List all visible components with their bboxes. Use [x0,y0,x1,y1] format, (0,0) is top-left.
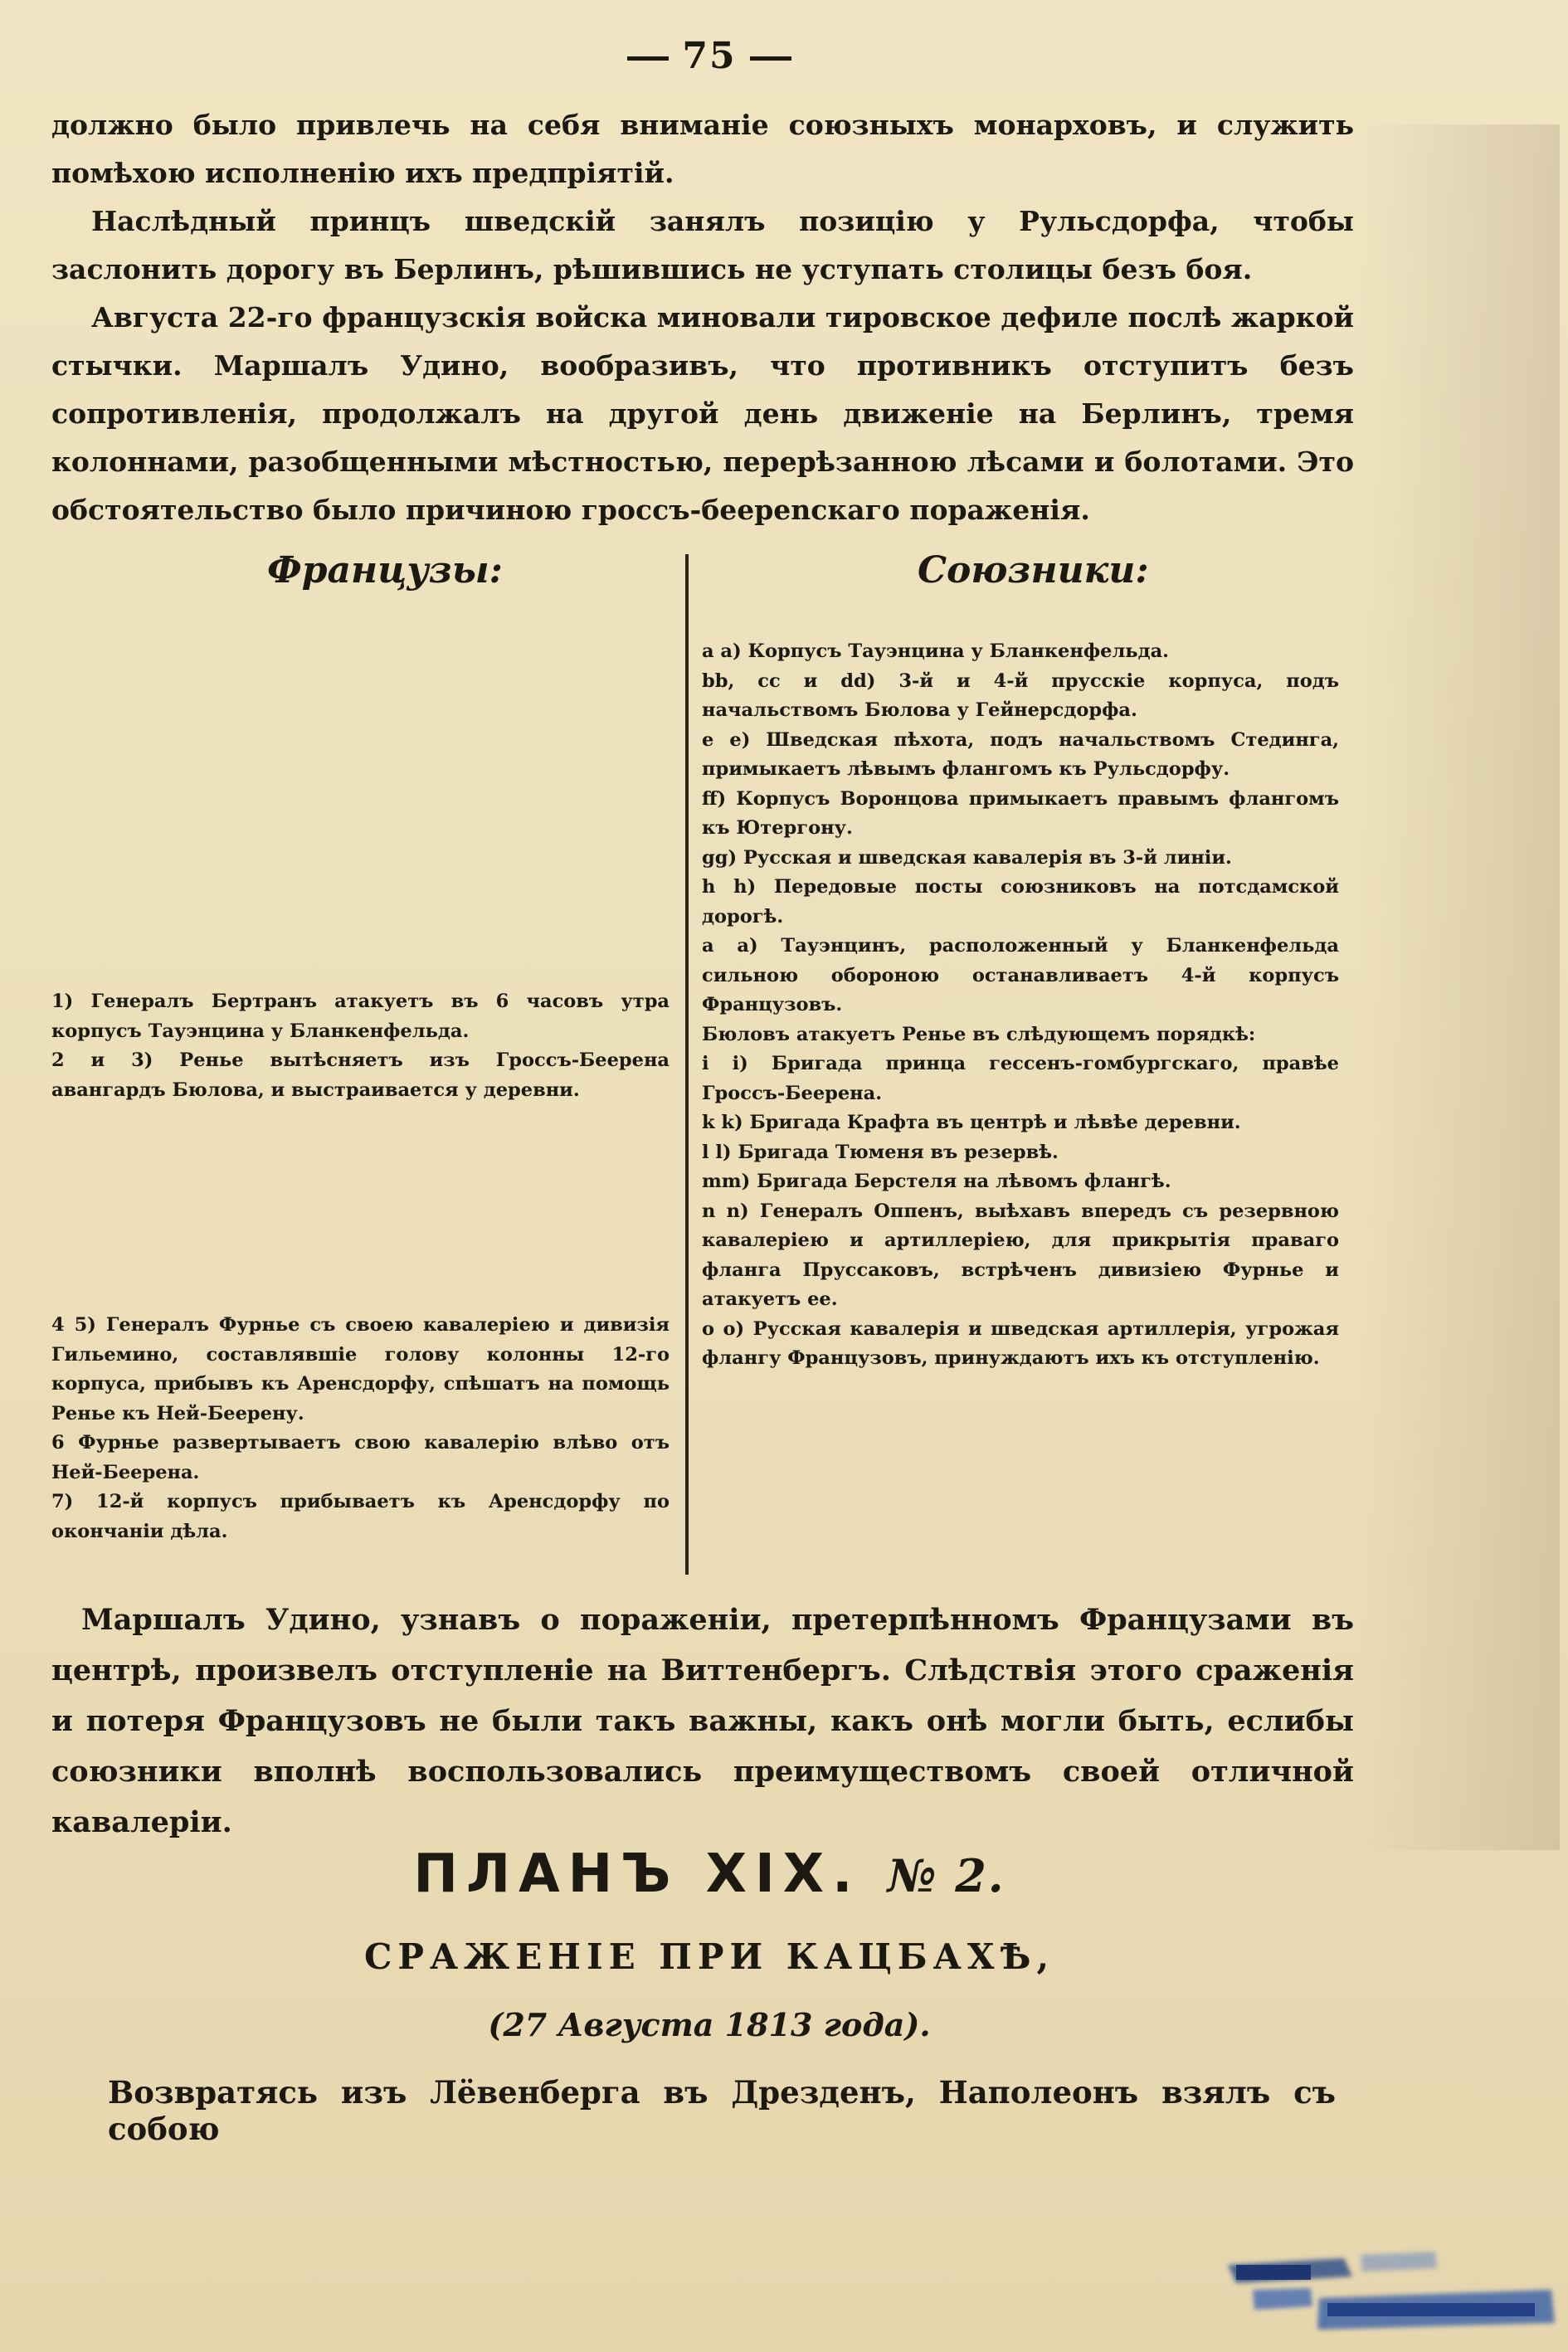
allies-item-6: h h) Передовые посты союзниковъ на потсдамской дорогѣ. [702,876,1339,928]
allies-item-5: gg) Русская и шведская кавалерія въ 3-й линіи. [702,846,1232,869]
page-number-value: 75 [682,35,737,77]
intro-line-2: помѣхою исполненію ихъ предпріятій. [51,157,674,189]
after-columns-text: Маршалъ Удино, узнавъ о пораженіи, претерпѣнномъ Французами въ центрѣ, произвелъ отступленіе на Виттенбергъ. Слѣдствія этого сраженія и потеря Французовъ не были такъ важны, какъ онѣ могли быть, еслибы союзники вполнѣ воспользовались преимуществомъ своей отличной кавалеріи. [51,1603,1354,1839]
paragraph-2 [51,294,1354,534]
intro-line-1: должно было привлечь на себя вниманіе союзныхъ монарховъ, и служить [51,109,1354,141]
allies-item-11: l l) Бригада Тюменя въ резервѣ. [702,1141,1059,1163]
allies-item-2: bb, cc и dd) 3-й и 4-й прусскіе корпуса, подъ начальствомъ Бюлова у Гейнерсдорфа. [702,670,1339,721]
paragraph-1-text: Наслѣдный принцъ шведскій занялъ позицію у Рульсдорфа, чтобы заслонить дорогу въ Берлинъ, рѣшившись не уступать столицы безъ боя. [51,205,1354,285]
plan-number: № 2. [887,1849,1006,1902]
french-column-group-2 [51,1311,670,1546]
allies-item-3: е е) Шведская пѣхота, подъ начальствомъ Стединга, примыкаетъ лѣвымъ флангомъ къ Рульсдорфу. [702,728,1339,780]
battle-date: (27 Августа 1813 года). [488,2006,931,2043]
intro-paragraph [51,101,1354,197]
plan-title-text: ПЛАНЪ XIX. [413,1843,861,1905]
allies-item-1: а а) Корпусъ Тауэнцина у Бланкенфельда. [702,640,1169,662]
french-item-3: 4 5) Генералъ Фурнье съ своею кавалеріею и дивизія Гильемино, составлявшіе голову колонны 12-го корпуса, прибывъ къ Аренсдорфу, спѣшатъ на помощь Ренье къ Ней-Беерену. [51,1314,670,1424]
allies-item-9: i i) Бригада принца гессенъ-гомбургскаго, правѣе Гроссъ-Беерена. [702,1053,1339,1104]
battle-title: СРАЖЕНІЕ ПРИ КАЦБАХѢ, [363,1936,1055,1977]
dash-left [627,56,669,61]
allies-item-10: k k) Бригада Крафта въ центрѣ и лѣвѣе деревни. [702,1112,1241,1133]
allies-item-8: Бюловъ атакуетъ Ренье въ слѣдующемъ порядкѣ: [702,1023,1256,1045]
french-item-2: 2 и 3) Ренье вытѣсняетъ изъ Гроссъ-Беерена авангардъ Бюлова, и выстраивается у деревни. [51,1049,670,1101]
paragraph-1 [51,197,1354,294]
french-item-1: 1) Генералъ Бертранъ атакуетъ въ 6 часовъ утра корпусъ Тауэнцина у Бланкенфельда. [51,991,670,1042]
french-item-4: 6 Фурнье развертываетъ свою кавалерію влѣво отъ Ней-Беерена. [51,1432,670,1483]
column-divider [685,554,689,1575]
paragraph-after-columns [51,1595,1354,1848]
allies-item-4: ff) Корпусъ Воронцова примыкаетъ правымъ флангомъ къ Ютергону. [702,787,1339,839]
last-line: Возвратясь изъ Лёвенберга въ Дрезденъ, Наполеонъ взялъ съ собою [108,2074,1336,2147]
french-column-group-1 [51,987,670,1105]
plan-title [0,1843,1419,1905]
paragraph-2-text: Августа 22-го французскія войска миновали тировское дефиле послѣ жаркой стычки. Маршалъ Удино, вообразивъ, что противникъ отступитъ безъ сопротивленія, продолжалъ на другой день движеніе на Берлинъ, тремя колоннами, разобщенными мѣстностью, перерѣзанною лѣсами и болотами. Это обстоятельство было причиною гроссъ-беереnскаго пораженія. [51,301,1354,526]
allies-item-7: а а) Тауэнцинъ, расположенный у Бланкенфельда сильною обороною останавливаетъ 4-й корпусъ Французовъ. [702,935,1339,1015]
ink-stamp [1220,2240,1560,2340]
page-shadow [1361,124,1560,1850]
dash-right [750,56,791,61]
page-number [0,35,1419,77]
french-heading: Французы: [267,549,503,592]
allies-column [702,637,1339,1374]
allies-item-14: о о) Русская кавалерія и шведская артиллерія, угрожая флангу Французовъ, принуждаютъ ихъ къ отступленію. [702,1317,1339,1369]
french-item-5: 7) 12-й корпусъ прибываетъ къ Аренсдорфу по окончаніи дѣла. [51,1491,670,1542]
allies-heading: Союзники: [918,549,1149,592]
allies-item-13: n n) Генералъ Оппенъ, выѣхавъ впередъ съ резервною кавалеріею и артиллеріею, для прикрытія праваго фланга Пруссаковъ, встрѣченъ дивизіею Фурнье и атакуетъ ее. [702,1200,1339,1310]
allies-item-12: mm) Бригада Берстеля на лѣвомъ флангѣ. [702,1171,1171,1192]
